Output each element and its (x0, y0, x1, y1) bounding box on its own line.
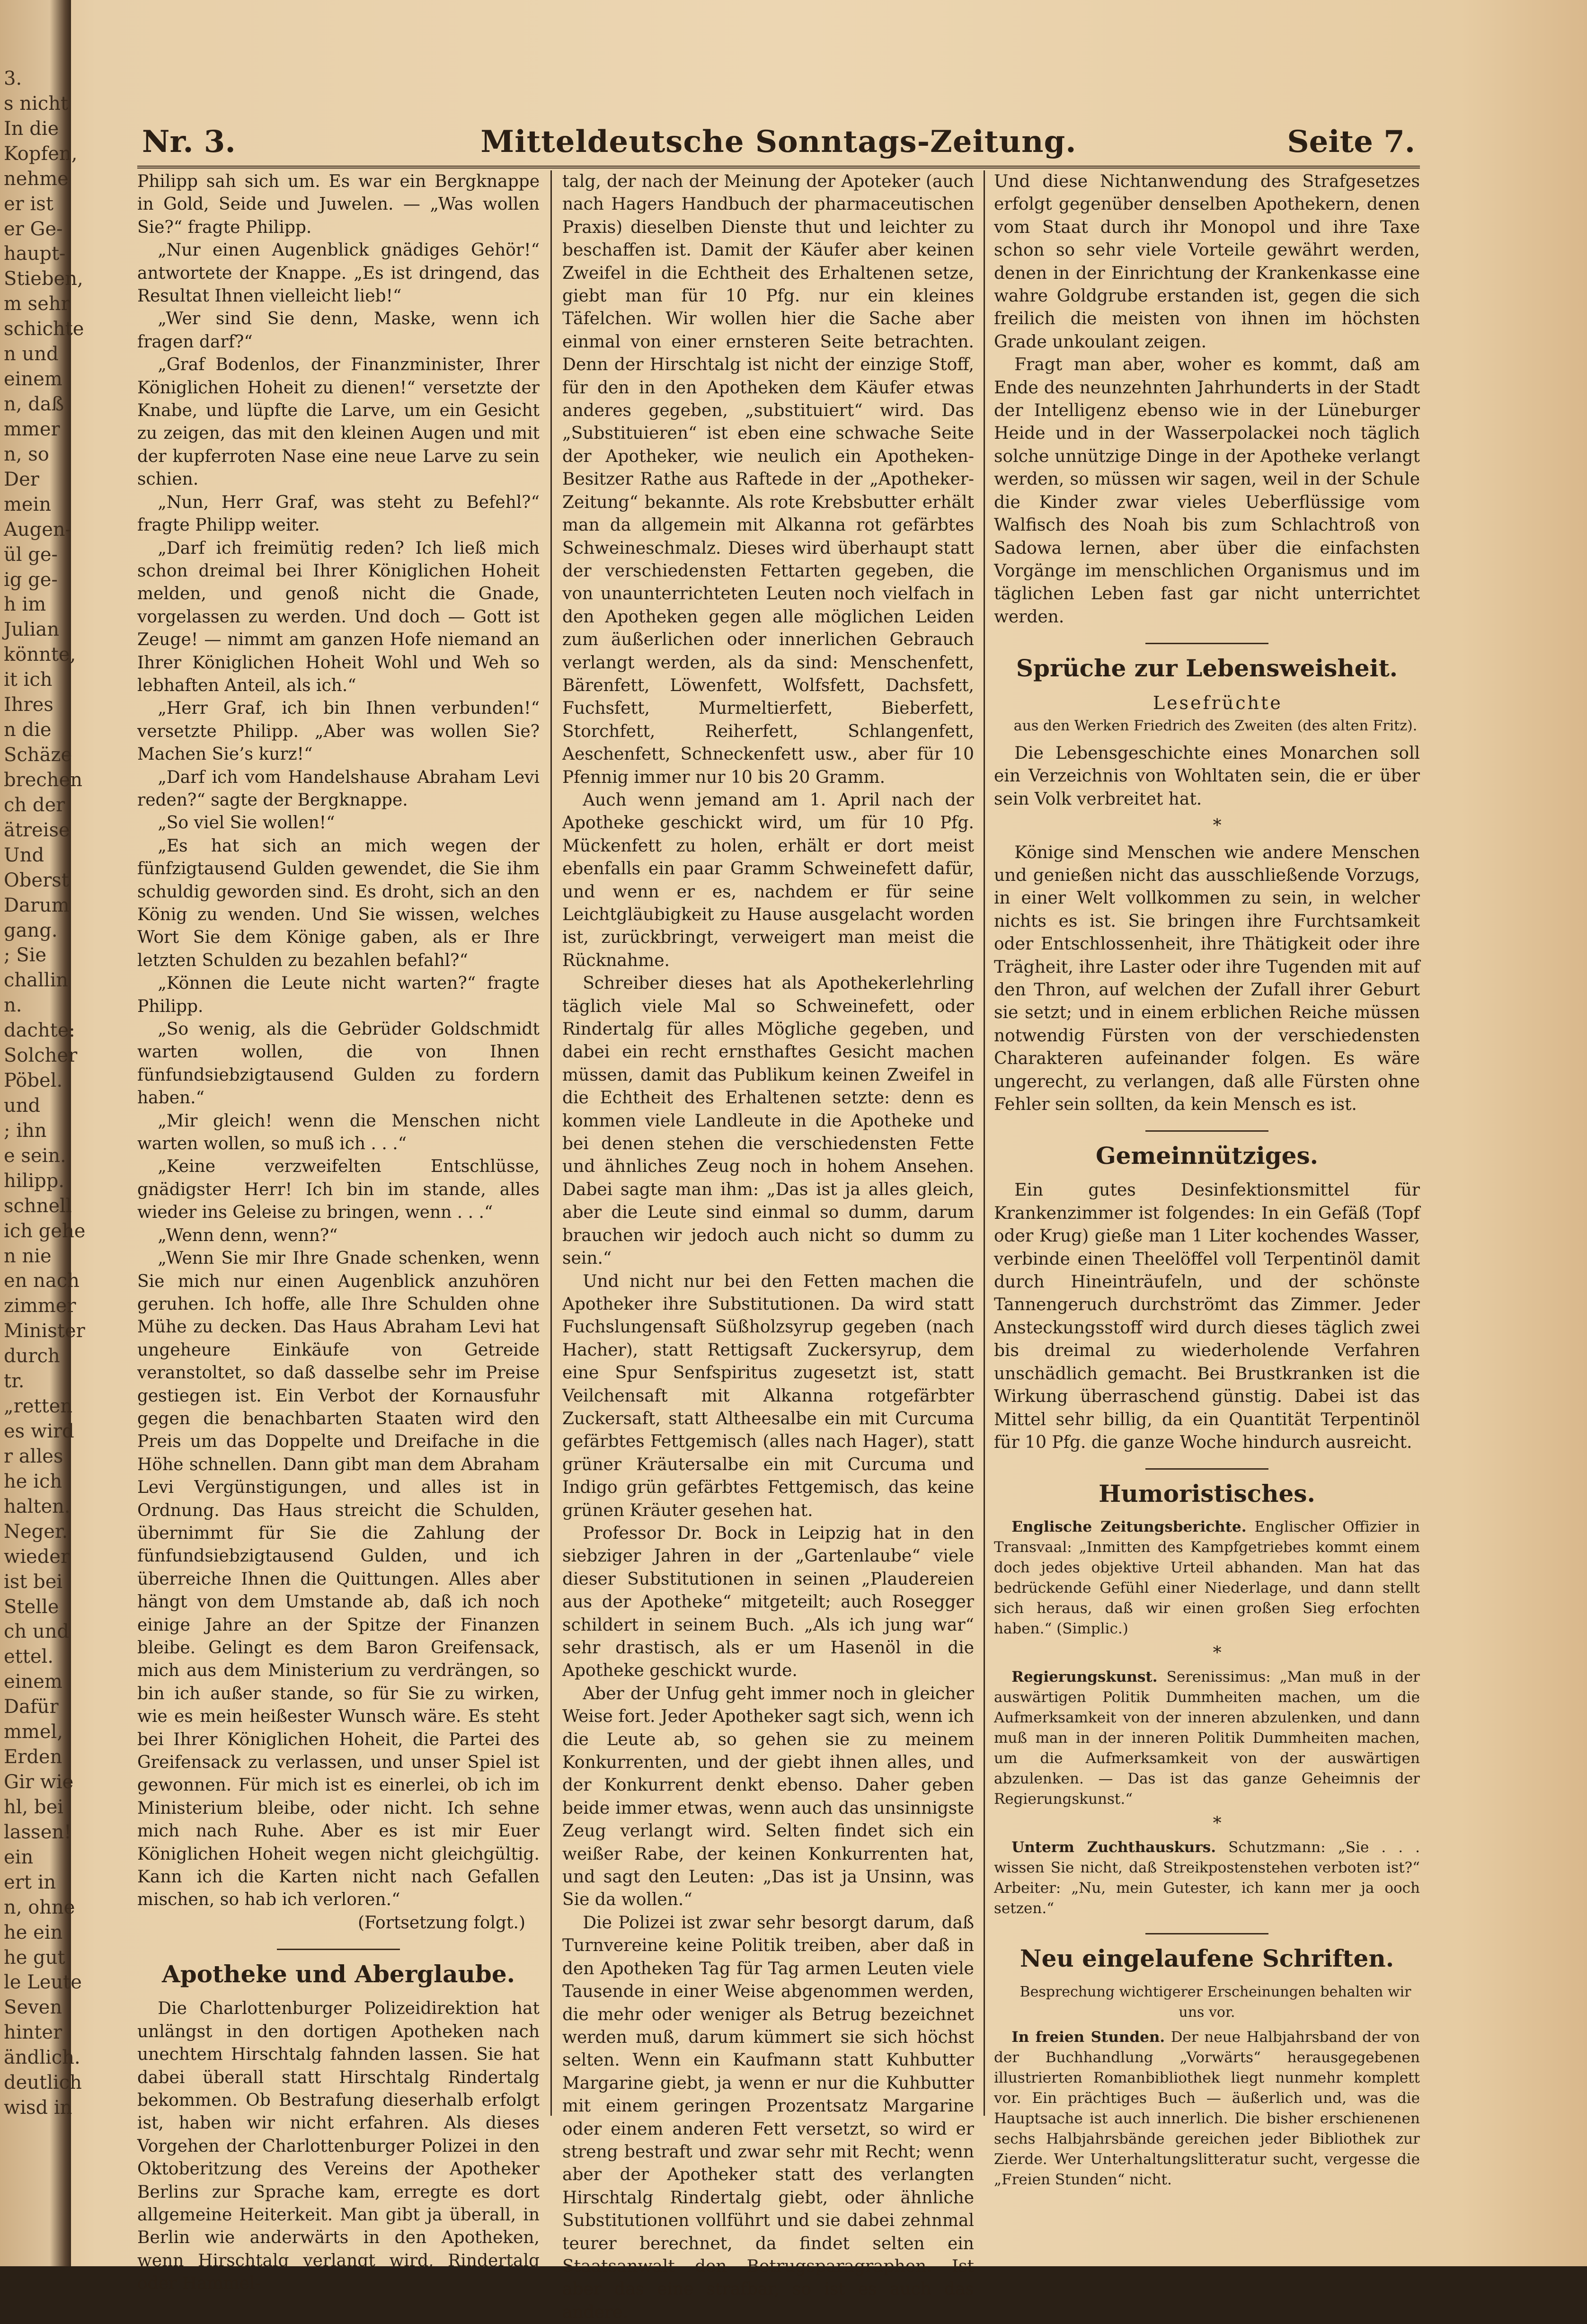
books-note: Besprechung wichtigerer Erscheinungen behalten wir uns vor. (1020, 1984, 1411, 2021)
books-text: Der neue Halbjahrsband der von der Buchhandlung „Vorwärts“ herausgegebenen illustrierten Romanbibliothek liegt nunmehr komplett vor. Ein prächtiges Buch — äußerlich und, was die Hauptsache ist auch innerlich. Die bisher erschienenen sechs Halbjahrsbände gereichen jeder Bibliothek zur Zierde. Wer Unterhaltungslitteratur sucht, vergesse die „Freien Stunden“ nicht. (994, 2029, 1420, 2189)
gutter-text-fragment: wisd in (4, 2097, 72, 2119)
gutter-text-fragment: „retten (4, 1395, 73, 1418)
gutter-text-fragment: ül ge- (4, 543, 58, 566)
gutter-text-fragment: Schäze (4, 744, 72, 766)
gutter-text-fragment: könnte, (4, 644, 76, 666)
section-rule (1145, 1130, 1268, 1132)
gutter-text-fragment: gang. (4, 919, 58, 941)
gutter-text-fragment: Neger. (4, 1520, 68, 1543)
issue-number: Nr. 3. (142, 124, 236, 160)
gutter-text-fragment: h im (4, 594, 46, 616)
article-body-continued (562, 170, 974, 2324)
sayings-subtitle: Lesefrüchte (1153, 692, 1283, 714)
saying: Die Lebensgeschichte eines Monarchen soll ein Verzeichnis von Wohltaten sein, die er über sein Volk verbreitet hat. (994, 743, 1420, 809)
gutter-text-fragment: Dafür (4, 1696, 59, 1718)
gutter-text-fragment: mein (4, 493, 52, 515)
gutter-text-fragment: Ihres (4, 694, 53, 716)
gutter-text-fragment: n. (4, 994, 22, 1017)
paragraph: Schreiber dieses hat als Apothekerlehrling täglich viele Mal so Schweinefett, oder Rindertalg für alles Mögliche gegeben, und dabei ein recht ernsthaftes Gesicht machen müssen, damit das Publikum keinen Zweifel in die Echtheit des Erhaltenen setzte: denn es kommen viele Landleute in die Apotheke und bei denen stehen die verschiedensten Fette und ähnliches Zeug noch in hohem Ansehen. Dabei sagte man ihm: „Das ist ja alles gleich, aber die Leute sind einmal so dumm, darum brauchen wir jedoch auch nicht so dumm zu sein.“ (562, 974, 974, 1268)
gutter-text-fragment: Stieben, (4, 268, 83, 290)
gutter-text-fragment: Gir wie (4, 1771, 74, 1793)
gutter-text-fragment: Seven (4, 1996, 62, 2019)
section-rule (1145, 1468, 1268, 1470)
gutter-text-fragment: halten. (4, 1495, 71, 1517)
gutter-text-fragment: schnell (4, 1195, 72, 1217)
gutter-text-fragment: Minister (4, 1320, 85, 1342)
paragraph: „Es hat sich an mich wegen der fünfzigtausend Gulden gewendet, die Sie ihm schuldig geworden sind. Es droht, sich an den König zu wenden. Und Sie wissen, welches Wort Sie dem Könige gaben, als er Ihre letzten Schulden zu bezahlen befahl?“ (137, 836, 540, 970)
paragraph: Und diese Nichtanwendung des Strafgesetzes erfolgt gegenüber denselben Apothekern, denen vom Staat durch ihr Monopol und ihre Taxe schon so sehr viele Vorteile gewährt werden, denen in der Einrichtung der Krankenkasse eine wahre Goldgrube erstanden ist, gegen die sich freilich die meisten von ihnen im höchsten Grade unkoulant zeigen. (994, 172, 1420, 352)
humor-text: Serenissimus: „Man muß in der auswärtigen Politik Dummheiten machen, um die Aufmerksamkeit von der inneren abzulenken, und dann muß man in der inneren Politik Dummheiten machen, um die Aufmerksamkeit von der auswärtigen abzulenken. — Das ist das ganze Geheimnis der Regierungskunst.“ (994, 1668, 1420, 1808)
gutter-text-fragment: und (4, 1095, 41, 1117)
gutter-text-fragment: brechen (4, 769, 82, 791)
continued-note: (Fortsetzung folgt.) (358, 1913, 525, 1933)
humor-item (994, 1837, 1420, 1919)
separator-star: * (1213, 1643, 1222, 1663)
paragraph: Fragt man aber, woher es kommt, daß am Ende des neunzehnten Jahrhunderts in der Stadt der Intelligenz ebenso wie in der Lüneburger Heide und in der Wasserpolackei noch täglich solche unnützige Dinge in der Apotheke verlangt werden, so müssen wir sagen, weil in der Schule die Kinder zwar vieles Ueberflüssige vom Walfisch des Noah bis zum Schlachtroß von Sadowa lernen, aber über die einfachsten Vorgänge im menschlichen Organismus und im täglichen Leben fast gar nicht unterrichtet werden. (994, 355, 1420, 627)
gutter-text-fragment: Oberst (4, 869, 69, 891)
paragraph: „Herr Graf, ich bin Ihnen verbunden!“ versetzte Philipp. „Aber was wollen Sie? Machen Sie’s kurz!“ (137, 699, 540, 764)
paragraph: „Graf Bodenlos, der Finanzminister, Ihrer Königlichen Hoheit zu dienen!“ versetzte der Knabe, und lüpfte die Larve, um ein Gesicht zu zeigen, das mit den kleinen Augen und mit der kupferroten Nase eine neue Larve zu sein schien. (137, 355, 540, 489)
gutter-text-fragment: ig ge- (4, 568, 58, 591)
column-divider (550, 170, 552, 2116)
article-conclusion (994, 170, 1420, 629)
gutter-text-fragment: Julian (4, 619, 59, 641)
gutter-text-fragment: wieder (4, 1545, 70, 1568)
paragraph: Aber der Unfug geht immer noch in gleicher Weise fort. Jeder Apotheker sagt sich, wenn ich die Leute ab, so gehen sie zu meinem Konkurrenten, und der giebt ihnen alles, und der Konkurrent denkt ebenso. Daher geben beide immer etwas, wenn auch das unsinnigste Zeug verlangt wird. Selten findet sich ein weißer Rabe, der keinen Konkurrenten hat, und sagt den Leuten: „Das ist ja Unsinn, was Sie da wollen.“ (562, 1684, 974, 1910)
paragraph: Auch wenn jemand am 1. April nach der Apotheke geschickt wird, um für 10 Pfg. Mückenfett zu holen, erhält er dort meist ebenfalls ein paar Gramm Schweinefett dafür, und wenn er es, nachdem er für seine Leichtgläubigkeit zu Hause ausgelacht worden ist, zurückbringt, verweigert man meist die Rücknahme. (562, 790, 974, 970)
gutter-text-fragment: er ist (4, 193, 53, 215)
gutter-text-fragment: ettel. (4, 1646, 53, 1668)
gutter-text-fragment: s nicht (4, 92, 69, 115)
gutter-text-fragment: n nie (4, 1245, 52, 1267)
gutter-text-fragment: Pöbel. (4, 1070, 63, 1092)
humor-heading: Unterm Zuchthauskurs. (1011, 1839, 1216, 1856)
paragraph: Und nicht nur bei den Fetten machen die Apotheker ihre Substitutionen. Da wird statt Fuchslungensaft Süßholzsyrup gegeben (nach Hacher), statt Rettigsaft Zuckersyrup, dem eine Spur Senfspiritus zugesetzt ist, statt Veilchensaft mit Alkanna rotgefärbter Zuckersaft, statt Altheesalbe ein mit Curcuma gefärbtes Fettgemisch (alles nach Hager), statt grüner Kräutersalbe ein mit Curcuma und Indigo grün gefärbtes Fettgemisch, das keine grünen Kräuter gesehen hat. (562, 1271, 974, 1520)
gutter-text-fragment: er Ge- (4, 218, 63, 240)
paragraph: talg, der nach der Meinung der Apoteker (auch nach Hagers Handbuch der pharmaceutischen Praxis) dieselben Dienste thut und leichter zu beschaffen ist. Damit der Käufer aber keinen Zweifel in die Echtheit des Erhaltenen setze, giebt man für 10 Pfg. nur ein kleines Täfelchen. Wir wollen hier die Sache aber einmal von einer ernsteren Seite betrachten. Denn der Hirschtalg ist nicht der einzige Stoff, für den in den Apotheken dem Käufer etwas anderes gegeben, „substituiert“ wird. Das „Substituieren“ ist eben eine schwache Seite der Apotheker, wie neulich ein Apotheken-Besitzer Rathe aus Raftede in der „Apotheker-Zeitung“ bekannte. Als rote Krebsbutter erhält man da allgemein mit Alkanna rot gefärbtes Schweineschmalz. Dieses wird überhaupt statt der verschiedensten Fettarten gegeben, die von unaunterrichteten Leuten noch vielfach in den Apotheken gegen alle möglichen Leiden zum äußerlichen oder innerlichen Gebrauch verlangt werden, als da sind: Menschenfett, Bärenfett, Löwenfett, Wolfsfett, Dachsfett, Fuchsfett, Murmeltierfett, Bieberfett, Storchfett, Reiherfett, Schlangenfett, Aeschenfett, Schneckenfett usw., aber für 10 Pfennig immer nur 10 bis 20 Gramm. (562, 172, 974, 787)
humor-text: Schutzmann: „Sie . . . wissen Sie nicht, daß Streikpostenstehen verboten ist?“ Arbeiter: „Nu, mein Gutester, ich kann mer ja ooch setzen.“ (994, 1839, 1420, 1917)
gutter-text-fragment: durch (4, 1345, 60, 1367)
separator-star: * (1213, 1814, 1222, 1834)
gutter-text-fragment: he ich (4, 1470, 62, 1492)
gutter-text-fragment: ch und (4, 1621, 70, 1643)
gutter-text-fragment: In die (4, 117, 59, 140)
gutter-text-fragment: he ein (4, 1921, 63, 1943)
paragraph: „Darf ich vom Handelshause Abraham Levi reden?“ sagte der Bergknappe. (137, 767, 540, 810)
section-rule (1145, 1933, 1268, 1934)
saying: Könige sind Menschen wie andere Menschen und genießen nicht das ausschließende Vorzugs, in einer Welt vollkommen zu sein, in welcher nichts es ist. Sie bringen ihre Furchtsamkeit oder Entschlossenheit, ihre Thätigkeit oder ihre Trägheit, ihre Laster oder ihre Tugenden mit auf den Thron, auf welchen der Zufall ihrer Geburt sie setzt; und in einem erblichen Reiche müssen notwendig Fürsten von der verschiedensten Charakteren aufeinander folgen. Es wäre ungerecht, zu verlangen, daß alle Fürsten ohne Fehler sein sollten, da kein Mensch es ist. (994, 843, 1420, 1115)
page-number: Seite 7. (1287, 124, 1415, 160)
separator-star: * (1213, 816, 1222, 836)
gutter-text-fragment: zimmer (4, 1295, 76, 1317)
humor-heading: Regierungskunst. (1011, 1668, 1158, 1686)
gutter-text-fragment: n und (4, 343, 59, 365)
humor-item (994, 1517, 1420, 1639)
paragraph: „So wenig, als die Gebrüder Goldschmidt warten wollen, die von Ihnen fünfundsiebzigtausend Gulden zu fordern haben.“ (137, 1020, 540, 1108)
gutter-text-fragment: e sein. (4, 1144, 66, 1167)
gutter-text-fragment: einem (4, 368, 62, 390)
paragraph: „Wenn denn, wenn?“ (158, 1225, 338, 1245)
gutter-text-fragment: ändlich. (4, 2047, 80, 2069)
gutter-text-fragment: n, ohne (4, 1896, 75, 1918)
humor-text: Englischer Offizier in Transvaal: „Inmitten des Kampfgetriebes kommt einem doch jedes objektive Urteil abhanden. Man hat das bedrückende Gefühl einer Niederlage, und dann stellt sich heraus, daß wir einen großen Sieg erfochten haben.“ (994, 1518, 1420, 1638)
paragraph: Die Charlottenburger Polizeidirektion hat unlängst in den dortigen Apotheken nach unechtem Hirschtalg fahnden lassen. Sie hat dabei überall statt Hirschtalg Rindertalg bekommen. Ob Bestrafung dieserhalb erfolgt ist, haben wir nicht erfahren. Als dieses Vorgehen der Charlottenburger Polizei in den Oktoberitzung des Vereins der Apotheker Berlins zur Sprache kam, erregte es dort allgemeine Heiterkeit. Man gibt ja überall, in Berlin wie anderwärts in den Apotheken, wenn Hirschtalg verlangt wird, Rindertalg oder Hammel- (137, 1999, 540, 2294)
column-2 (562, 170, 974, 2322)
books-heading: In freien Stunden. (1011, 2029, 1165, 2046)
gutter-text-fragment: m sehr (4, 293, 70, 315)
novel-continuation (137, 170, 540, 1912)
page-header (137, 121, 1420, 169)
sayings-source: aus den Werken Friedrich des Zweiten (des alten Fritz). (1013, 717, 1418, 734)
gutter-text-fragment: Kopfen, (4, 142, 78, 165)
paragraph: „So viel Sie wollen!“ (158, 813, 335, 833)
gutter-text-fragment: ätreise (4, 819, 70, 841)
gutter-text-fragment: lassen! (4, 1821, 72, 1843)
gutter-text-fragment: Augen- (4, 518, 72, 541)
paragraph: „Nur einen Augenblick gnädiges Gehör!“ antwortete der Knappe. „Es ist dringend, das Resultat Ihnen vielleicht lieb!“ (137, 240, 540, 306)
paragraph: „Wenn Sie mir Ihre Gnade schenken, wenn Sie mich nur einen Augenblick anzuhören geruhen. Ich hoffe, alle Ihre Schulden ohne Mühe zu decken. Das Haus Abraham Levi hat ungeheure Einkäufe von Getreide veranstoltet, so daß dasselbe sehr im Preise gestiegen ist. Ein Verbot der Kornausfuhr gegen die benachbarten Staaten wird den Preis um das Doppelte und Dreifache in die Höhe schnellen. Dann gibt man dem Abraham Levi Vergünstigungen, und alles ist in Ordnung. Das Haus streicht die Schulden, übernimmt für Sie die Zahlung der fünfundsiebzigtausend Gulden, und ich überreiche Ihnen die Quittungen. Alles aber hängt von dem Umstande ab, daß ich noch einige Jahre an der Spitze der Finanzen bleibe. Gelingt es dem Baron Greifensack, mich aus dem Ministerium zu verdrängen, so bin ich außer stande, so für Sie zu wirken, wie es mein heißester Wunsch wäre. Es steht bei Ihrer Königlichen Hoheit, die Partei des Greifensack zu verlassen, und unser Spiel ist gewonnen. Für mich ist es einerlei, ob ich im Ministerium bleibe, oder nicht. Ich sehne mich nach Ruhe. Aber es ist mir Euer Königlichen Hoheit wegen nicht gleichgültig. Kann ich die Karten nicht nach Gefallen mischen, so hab ich verloren.“ (137, 1249, 540, 1910)
gutter-text-fragment: mmer (4, 418, 60, 440)
gutter-text-fragment: ch der (4, 794, 65, 816)
gutter-text-fragment: ich gehe (4, 1220, 86, 1242)
humor-source: (Simplic.) (1056, 1620, 1128, 1638)
gutter-text-fragment: Darum (4, 894, 70, 916)
humor-heading: Englische Zeitungsberichte. (1011, 1518, 1247, 1536)
sayings-title: Sprüche zur Lebensweisheit. (1016, 654, 1398, 683)
gutter-text-fragment: le Leute (4, 1971, 82, 1994)
humor-title: Humoristisches. (1099, 1480, 1315, 1508)
gutter-text-fragment: schichte (4, 318, 84, 340)
useful-title: Gemeinnütziges. (1095, 1142, 1319, 1170)
gutter-text-fragment: hl, bei (4, 1796, 64, 1818)
gutter-text-fragment: n die (4, 719, 52, 741)
gutter-text-fragment: he gut (4, 1946, 65, 1969)
gutter-text-fragment: ein (4, 1846, 34, 1868)
gutter-text-fragment: ; ihn (4, 1119, 47, 1142)
paragraph: „Mir gleich! wenn die Menschen nicht warten wollen, so muß ich . . .“ (137, 1111, 540, 1154)
paragraph: „Darf ich freimütig reden? Ich ließ mich schon dreimal bei Ihrer Königlichen Hoheit melden, und genoß nicht die Gnade, vorgelassen zu werden. Und doch — Gott ist Zeuge! — nimmt am ganzen Hofe niemand an Ihrer Königlichen Hoheit Wohl und Weh so lebhaften Anteil, als ich.“ (137, 538, 540, 695)
gutter-text-fragment: Solcher (4, 1045, 78, 1067)
humor-section (994, 1517, 1420, 1919)
books-item (994, 2027, 1420, 2190)
gutter-text-fragment: einem (4, 1671, 62, 1693)
paragraph: Professor Dr. Bock in Leipzig hat in den siebziger Jahren in der „Gartenlaube“ viele dieser Substitutionen in seinen „Plaudereien aus der Apotheke“ mitgeteilt; auch Rosegger schildert in seinem Buch. „Als ich jung war“ sehr drastisch, als er um Hasenöl in die Apotheke geschickt wurde. (562, 1523, 974, 1681)
gutter-text-fragment: nehme (4, 168, 69, 190)
gutter-text-fragment: es wird (4, 1420, 74, 1443)
gutter-text-fragment: ; Sie (4, 944, 47, 967)
gutter-text-fragment: tr. (4, 1370, 25, 1393)
article-title: Apotheke und Aberglaube. (161, 1960, 515, 1988)
gutter-text-fragment: it ich (4, 669, 53, 691)
gutter-text-fragment: Der (4, 468, 39, 490)
paragraph: „Keine verzweifelten Entschlüsse, gnädigster Herr! Ich bin im stande, alles wieder ins Geleise zu bringen, wenn . . .“ (137, 1157, 540, 1223)
adjacent-page-strip (0, 0, 86, 2266)
books-section (994, 1982, 1420, 2190)
gutter-text-fragment: n, daß (4, 393, 64, 416)
gutter-text-fragment: en nach (4, 1270, 80, 1292)
gutter-text-fragment: Stelle (4, 1596, 59, 1618)
paragraph: Die Polizei ist zwar sehr besorgt darum, daß Turnvereine keine Politik treiben, aber daß in den Apotheken Tag für Tag armen Leuten viele Tausende in einer Weise abgenommen werden, die mehr oder weniger als Betrug bezeichnet werden muß, darum kümmert sie sich höchst selten. Wenn ein Kaufmann statt Kuhbutter Margarine giebt, ja wenn er nur die Kuhbutter mit einem geringen Prozentsatz Margarine oder einem anderen Fett versetzt, so wird er streng bestraft und zwar sehr mit Recht; wenn aber der Apotheker statt des verlangten Hirschtalg Rindertalg giebt, oder ähnliche Substitutionen vollführt und sie dabei zehnmal teurer berechnet, da findet selten ein Staatsanwalt den Betrugsparagraphen. Ist aber das eine strafbar, so ist es auch das andere. (562, 1913, 974, 2322)
humor-item (994, 1667, 1420, 1810)
column-1 (137, 170, 540, 2294)
gutter-text-fragment: challin (4, 969, 69, 992)
column-3 (994, 170, 1420, 2189)
gutter-text-fragment: 3. (4, 68, 22, 89)
gutter-text-fragment: ert in (4, 1871, 56, 1893)
column-divider (984, 170, 985, 2116)
gutter-text-fragment: r alles (4, 1445, 63, 1467)
gutter-text-fragment: deutlich (4, 2072, 82, 2094)
paragraph: „Wer sind Sie denn, Maske, wenn ich fragen darf?“ (137, 309, 540, 352)
gutter-text-fragment: hilipp. (4, 1170, 65, 1192)
section-rule (1145, 643, 1268, 644)
books-title: Neu eingelaufene Schriften. (1020, 1944, 1394, 1973)
gutter-text-fragment: n, so (4, 443, 49, 465)
gutter-text-fragment: haupt- (4, 243, 66, 265)
newspaper-title: Mitteldeutsche Sonntags-Zeitung. (480, 124, 1077, 160)
gutter-text-fragment: ist bei (4, 1570, 63, 1593)
gutter-text-fragment: hinter (4, 2022, 62, 2044)
gutter-text-fragment: Und (4, 844, 44, 866)
article-body (137, 1997, 540, 2295)
gutter-text-fragment: Erden (4, 1746, 62, 1768)
paragraph: „Nun, Herr Graf, was steht zu Befehl?“ fragte Philipp weiter. (137, 492, 540, 535)
paragraph: Philipp sah sich um. Es war ein Bergknappe in Gold, Seide und Juwelen. — „Was wollen Sie?“ fragte Philipp. (137, 172, 540, 237)
useful-text: Ein gutes Desinfektionsmittel für Krankenzimmer ist folgendes: In ein Gefäß (Topf oder Krug) gieße man 1 Liter kochendes Wasser, verbinde einen Theelöffel voll Terpentinöl damit durch Hineinträufeln, und der schönste Tannengeruch durchströmt das Zimmer. Jeder Ansteckungsstoff wird durch dieses täglich zwei bis dreimal zu wiederholende Verfahren unschädlich gemacht. Bei Brustkranken ist die Wirkung überraschend günstig. Dabei ist das Mittel sehr billig, da ein Quantität Terpentinöl für 10 Pfg. die ganze Woche hindurch ausreicht. (994, 1180, 1420, 1452)
gutter-text-fragment: mmel, (4, 1721, 63, 1743)
paragraph: „Können die Leute nicht warten?“ fragte Philipp. (137, 974, 540, 1016)
section-rule (277, 1949, 400, 1950)
gutter-text-fragment: dachte: (4, 1020, 75, 1042)
